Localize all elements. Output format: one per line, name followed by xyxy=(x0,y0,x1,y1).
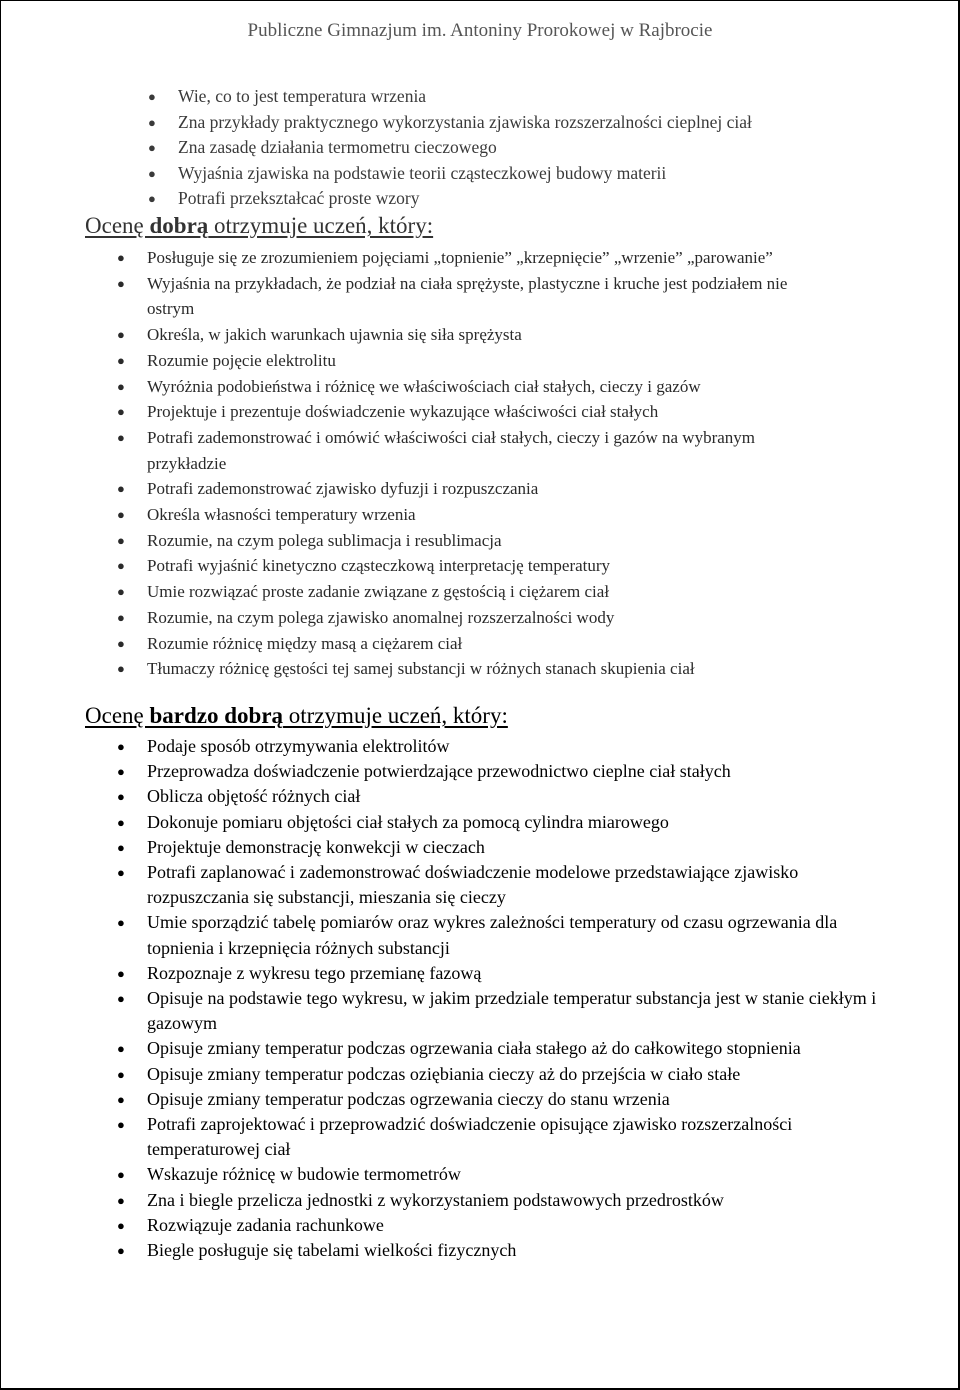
list-item-text: Określa, w jakich warunkach ujawnia się siła sprężysta xyxy=(147,325,522,345)
list-item xyxy=(117,910,882,960)
list-item xyxy=(117,835,882,860)
list-item-text: Rozumie różnicę między masą a ciężarem ciał xyxy=(147,633,463,653)
list-item-text: Rozumie, na czym polega zjawisko anomalnej rozszerzalności wody xyxy=(147,607,615,627)
list-item-text: Rozumie, na czym polega sublimacja i resublimacja xyxy=(147,530,502,550)
list-item xyxy=(117,322,837,348)
bullet-icon: ● xyxy=(117,1217,125,1233)
list-item xyxy=(117,810,882,835)
bullet-icon: ● xyxy=(117,1117,125,1133)
list-item xyxy=(117,1188,882,1213)
list-item-text: Potrafi zaprojektować i przeprowadzić doświadczenie opisujące zjawisko rozszerzalności temperaturowej ciał xyxy=(147,1114,793,1160)
bullet-icon: ● xyxy=(148,165,156,181)
bullet-icon: ● xyxy=(148,140,156,156)
bullet-icon: ● xyxy=(117,965,125,981)
list-item-text: Rozpoznaje z wykresu tego przemianę fazową xyxy=(147,962,482,983)
list-item xyxy=(117,425,837,476)
bullet-icon: ● xyxy=(117,1066,125,1082)
bullet-icon: ● xyxy=(117,429,125,445)
bullet-icon: ● xyxy=(117,507,125,523)
list-item xyxy=(117,502,837,528)
bullet-icon: ● xyxy=(117,814,125,830)
list-item xyxy=(117,784,882,809)
heading-prefix: Ocenę xyxy=(85,703,150,728)
page-header: Publiczne Gimnazjum im. Antoniny Prorokowej w Rajbrocie xyxy=(247,20,713,41)
bullet-icon: ● xyxy=(117,609,125,625)
list-item xyxy=(117,860,882,910)
list-item-text: Umie rozwiązać proste zadanie związane z gęstością i ciężarem ciał xyxy=(147,582,610,602)
heading-suffix: otrzymuje uczeń, który: xyxy=(283,703,508,728)
list-item xyxy=(117,476,837,502)
bullet-icon: ● xyxy=(117,558,125,574)
list-item xyxy=(117,1062,882,1087)
list-item-text: Potrafi zademonstrować zjawisko dyfuzji i rozpuszczania xyxy=(147,479,539,499)
list-item-text: Umie sporządzić tabelę pomiarów oraz wykres zależności temperatury od czasu ogrzewania dla topnienia i krzepnięcia różnych substancji xyxy=(147,912,838,958)
list-item xyxy=(117,986,882,1036)
bullet-icon: ● xyxy=(117,739,125,754)
list-item-text: Zna przykłady praktycznego wykorzystania zjawiska rozszerzalności cieplnej ciał xyxy=(178,111,752,132)
list-item xyxy=(117,1213,882,1238)
bullet-icon: ● xyxy=(117,764,125,780)
list-item-text: Określa własności temperatury wrzenia xyxy=(147,505,416,525)
list-item xyxy=(117,656,837,682)
list-item xyxy=(117,553,837,579)
heading-good-grade xyxy=(85,213,433,239)
page-border-left xyxy=(0,0,1,1390)
bullet-icon: ● xyxy=(117,378,125,394)
list-item xyxy=(148,161,918,187)
list-item xyxy=(117,271,837,322)
list-item xyxy=(117,1238,882,1263)
bullet-icon: ● xyxy=(117,789,125,805)
bullet-icon: ● xyxy=(117,1167,125,1183)
bullet-icon: ● xyxy=(117,865,125,881)
bullet-icon: ● xyxy=(117,275,125,291)
bullet-icon: ● xyxy=(117,1192,125,1208)
list-item xyxy=(117,631,837,657)
list-item xyxy=(148,110,918,136)
bullet-icon: ● xyxy=(117,1041,125,1057)
list-item xyxy=(117,528,837,554)
bullet-icon: ● xyxy=(117,584,125,600)
list-item-text: Potrafi wyjaśnić kinetyczno cząsteczkową interpretację temperatury xyxy=(147,556,611,576)
list-item-text: Wyróżnia podobieństwa i różnicę we właściwościach ciał stałych, cieczy i gazów xyxy=(147,376,701,396)
list-item-text: Potrafi zademonstrować i omówić właściwości ciał stałych, cieczy i gazów na wybranym przykładzie xyxy=(147,427,756,473)
list-item-text: Tłumaczy różnicę gęstości tej samej substancji w różnych stanach skupienia ciał xyxy=(147,659,695,679)
list-item-text: Posługuje się ze zrozumieniem pojęciami „topnienie” „krzepnięcie” „wrzenie” „parowanie” xyxy=(147,248,773,267)
very-good-grade-requirements-list xyxy=(117,734,882,1263)
intro-requirements-list xyxy=(148,84,918,212)
list-item xyxy=(117,1112,882,1162)
good-grade-requirements-list xyxy=(117,245,837,682)
list-item xyxy=(117,374,837,400)
list-item-text: Opisuje na podstawie tego wykresu, w jakim przedziale temperatur substancja jest w stanie ciekłym i gazowym xyxy=(147,988,877,1034)
list-item xyxy=(117,734,882,759)
heading-grade: dobrą xyxy=(149,213,209,238)
list-item-text: Podaje sposób otrzymywania elektrolitów xyxy=(147,736,450,756)
list-item xyxy=(117,1087,882,1112)
list-item-text: Zna zasadę działania termometru cieczowego xyxy=(178,137,497,158)
heading-grade: bardzo dobrą xyxy=(149,703,284,728)
bullet-icon: ● xyxy=(148,191,156,207)
list-item xyxy=(117,1036,882,1061)
bullet-icon: ● xyxy=(117,915,125,931)
list-item-text: Opisuje zmiany temperatur podczas ogrzewania cieczy do stanu wrzenia xyxy=(147,1088,670,1109)
list-item-text: Przeprowadza doświadczenie potwierdzające przewodnictwo cieplne ciał stałych xyxy=(147,761,731,782)
bullet-icon: ● xyxy=(117,991,125,1007)
bullet-icon: ● xyxy=(117,481,125,497)
list-item-text: Biegle posługuje się tabelami wielkości fizycznych xyxy=(147,1240,517,1261)
bullet-icon: ● xyxy=(117,635,125,651)
list-item-text: Wyjaśnia zjawiska na podstawie teorii cząsteczkowej budowy materii xyxy=(178,162,667,183)
list-item-text: Rozwiązuje zadania rachunkowe xyxy=(147,1214,384,1235)
list-item-text: Opisuje zmiany temperatur podczas oziębiania cieczy aż do przejścia w ciało stałe xyxy=(147,1063,741,1084)
list-item xyxy=(117,245,837,271)
list-item xyxy=(117,399,837,425)
list-item-text: Potrafi przekształcać proste wzory xyxy=(178,188,420,209)
list-item xyxy=(117,961,882,986)
heading-suffix: otrzymuje uczeń, który: xyxy=(208,213,434,238)
list-item-text: Projektuje i prezentuje doświadczenie wykazujące właściwości ciał stałych xyxy=(147,402,659,422)
bullet-icon: ● xyxy=(117,327,125,343)
list-item-text: Opisuje zmiany temperatur podczas ogrzewania ciała stałego aż do całkowitego stopnienia xyxy=(147,1038,801,1059)
list-item-text: Rozumie pojęcie elektrolitu xyxy=(147,350,336,370)
list-item-text: Wskazuje różnicę w budowie termometrów xyxy=(147,1164,461,1185)
list-item xyxy=(117,759,882,784)
list-item xyxy=(117,348,837,374)
list-item-text: Projektuje demonstrację konwekcji w cieczach xyxy=(147,836,485,857)
bullet-icon: ● xyxy=(148,114,156,130)
bullet-icon: ● xyxy=(117,532,125,548)
bullet-icon: ● xyxy=(117,250,125,265)
list-item-text: Oblicza objętość różnych ciał xyxy=(147,786,361,807)
list-item xyxy=(148,135,918,161)
heading-very-good-grade xyxy=(85,703,508,729)
list-item xyxy=(148,186,918,212)
bullet-icon: ● xyxy=(117,352,125,368)
bullet-icon: ● xyxy=(117,1243,125,1259)
list-item-text: Potrafi zaplanować i zademonstrować doświadczenie modelowe przedstawiające zjawisko rozpuszczania się substancji, mieszania się cieczy xyxy=(147,862,799,908)
list-item xyxy=(117,579,837,605)
list-item xyxy=(148,84,918,110)
list-item-text: Dokonuje pomiaru objętości ciał stałych za pomocą cylindra miarowego xyxy=(147,811,669,832)
bullet-icon: ● xyxy=(117,661,125,677)
bullet-icon: ● xyxy=(117,1091,125,1107)
page-border-top xyxy=(0,0,960,1)
list-item-text: Wyjaśnia na przykładach, że podział na ciała sprężyste, plastyczne i kruche jest podziałem nie ostrym xyxy=(147,273,788,319)
list-item xyxy=(117,1162,882,1187)
list-item-text: Wie, co to jest temperatura wrzenia xyxy=(178,86,427,106)
bullet-icon: ● xyxy=(117,839,125,855)
list-item-text: Zna i biegle przelicza jednostki z wykorzystaniem podstawowych przedrostków xyxy=(147,1189,724,1210)
bullet-icon: ● xyxy=(117,404,125,420)
bullet-icon: ● xyxy=(148,89,156,104)
heading-prefix: Ocenę xyxy=(85,213,150,238)
list-item xyxy=(117,605,837,631)
